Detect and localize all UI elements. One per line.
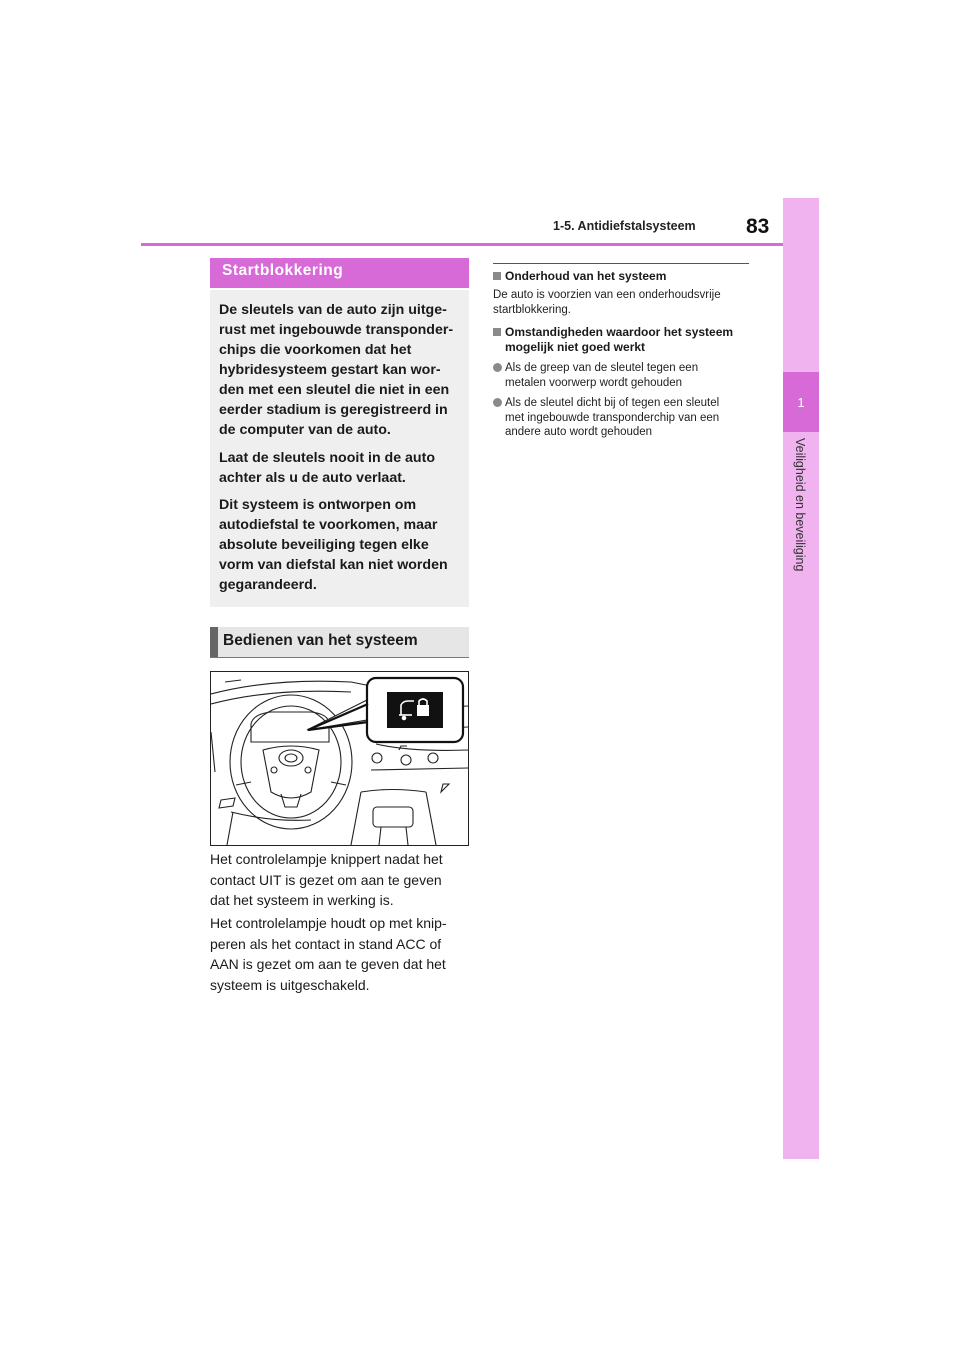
subheading-bar — [210, 627, 218, 657]
square-bullet-icon — [493, 328, 501, 336]
heading-text: Onderhoud van het systeem — [505, 269, 667, 283]
intro-line: Dit systeem is ontworpen om — [219, 497, 417, 513]
body-line: dat het systeem in werking is. — [210, 892, 394, 908]
dashboard-illustration — [210, 671, 469, 846]
body-line: contact UIT is gezet om aan te geven — [210, 871, 442, 888]
intro-line: achter als u de auto verlaat. — [219, 470, 406, 486]
indicator-box — [387, 692, 443, 728]
subheading — [210, 627, 469, 658]
chapter-label: Veiligheid en beveiliging — [793, 438, 807, 572]
intro-line: hybridesysteem gestart kan wor- — [219, 362, 441, 378]
intro-line: rust met ingebouwde transponder- — [219, 322, 454, 338]
intro-box — [210, 290, 469, 607]
round-bullet-icon — [493, 363, 502, 372]
banner-title: Startblokkering — [222, 262, 344, 279]
intro-line: De sleutels van de auto zijn uitge- — [219, 302, 447, 318]
section-title: 1-5. Antidiefstalsysteem — [553, 219, 696, 233]
section-banner — [210, 258, 469, 288]
round-bullet-icon — [493, 398, 502, 407]
body-line: Het controlelampje knippert nadat het — [210, 851, 443, 867]
header-rule — [141, 243, 783, 246]
body-paragraph-1 — [210, 849, 472, 911]
heading-text-line: mogelijk niet goed werkt — [505, 339, 646, 354]
body-line: peren als het contact in stand ACC of — [210, 935, 442, 952]
bullet-line: metalen voorwerp wordt gehouden — [505, 376, 683, 389]
subheading-title: Bedienen van het systeem — [223, 632, 418, 649]
square-bullet-icon — [493, 272, 501, 280]
intro-line: den met een sleutel die niet in een — [219, 382, 450, 398]
text-line: startblokkering. — [493, 303, 571, 316]
heading-conditions — [493, 325, 753, 354]
text-line: De auto is voorzien van een onderhoudsvrije — [493, 289, 721, 301]
chapter-side-tab — [783, 198, 819, 1159]
heading-maintenance — [493, 269, 753, 284]
right-column-rule — [493, 263, 749, 264]
bullet-line: andere auto wordt gehouden — [505, 426, 653, 438]
body-line: Het controlelampje houdt op met knip- — [210, 915, 447, 931]
intro-line: eerder stadium is geregistreerd in — [219, 402, 448, 418]
bullet-line: met ingebouwde transponderchip van een — [505, 411, 720, 424]
dashboard-drawing — [211, 672, 468, 845]
body-paragraph-2 — [210, 913, 472, 995]
intro-line: chips die voorkomen dat het — [219, 342, 412, 358]
intro-line: absolute beveiliging tegen elke — [219, 537, 429, 553]
bullet-item — [493, 396, 753, 440]
intro-line: vorm van diefstal kan niet worden — [219, 557, 448, 573]
chapter-number: 1 — [783, 372, 819, 432]
intro-line: Laat de sleutels nooit in de auto — [219, 450, 435, 466]
body-line: AAN is gezet om aan te geven dat het — [210, 956, 446, 972]
bullet-line: Als de sleutel dicht bij of tegen een sleutel — [505, 397, 720, 409]
body-line: systeem is uitgeschakeld. — [210, 976, 370, 993]
intro-line: de computer van de auto. — [219, 422, 391, 438]
intro-line: autodiefstal te voorkomen, maar — [219, 517, 438, 533]
intro-line: gegarandeerd. — [219, 577, 317, 593]
bullet-line: Als de greep van de sleutel tegen een — [505, 362, 699, 374]
heading-text-line: Omstandigheden waardoor het systeem — [505, 325, 734, 339]
chapter-label-container — [793, 438, 813, 638]
page-number: 83 — [746, 215, 770, 238]
maintenance-text — [493, 288, 753, 317]
bullet-item — [493, 361, 753, 390]
